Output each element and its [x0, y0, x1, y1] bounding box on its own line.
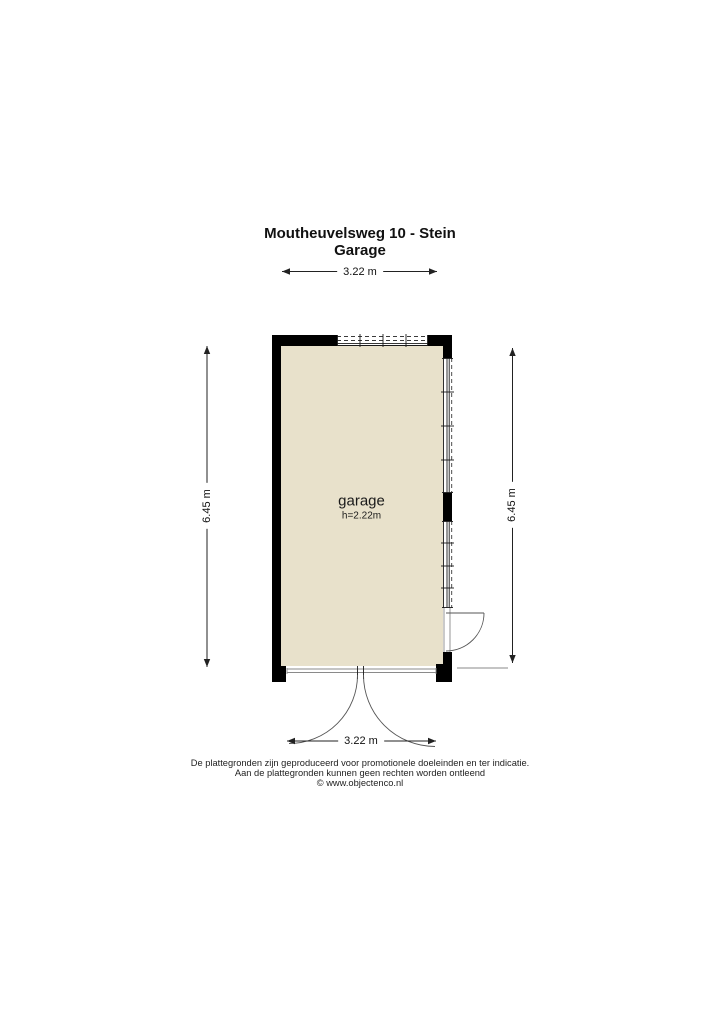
disclaimer-line-2: Aan de plattegronden kunnen geen rechten worden ontleend	[234, 768, 486, 779]
disclaimer-copyright: © www.objectenco.nl	[316, 778, 404, 789]
window-top	[337, 334, 428, 347]
door-right	[443, 608, 484, 652]
dimension-label-bottom: 3.22 m	[338, 735, 384, 747]
room-name: garage	[338, 492, 385, 510]
page-title-address: Moutheuvelsweg 10 - Stein	[264, 225, 456, 242]
dimension-label-left: 6.45 m	[201, 483, 213, 529]
disclaimer	[0, 758, 720, 789]
garage-door-left-swing-arc	[289, 675, 358, 744]
dimension-label-right: 6.45 m	[506, 482, 518, 528]
disclaimer-line-1: De plattegronden zijn geproduceerd voor promotionele doeleinden en ter indicatie.	[190, 758, 530, 768]
room-ceiling-height: h=2.22m	[341, 510, 382, 522]
dimension-label-top: 3.22 m	[337, 266, 383, 278]
page-title-floor: Garage	[334, 242, 386, 259]
